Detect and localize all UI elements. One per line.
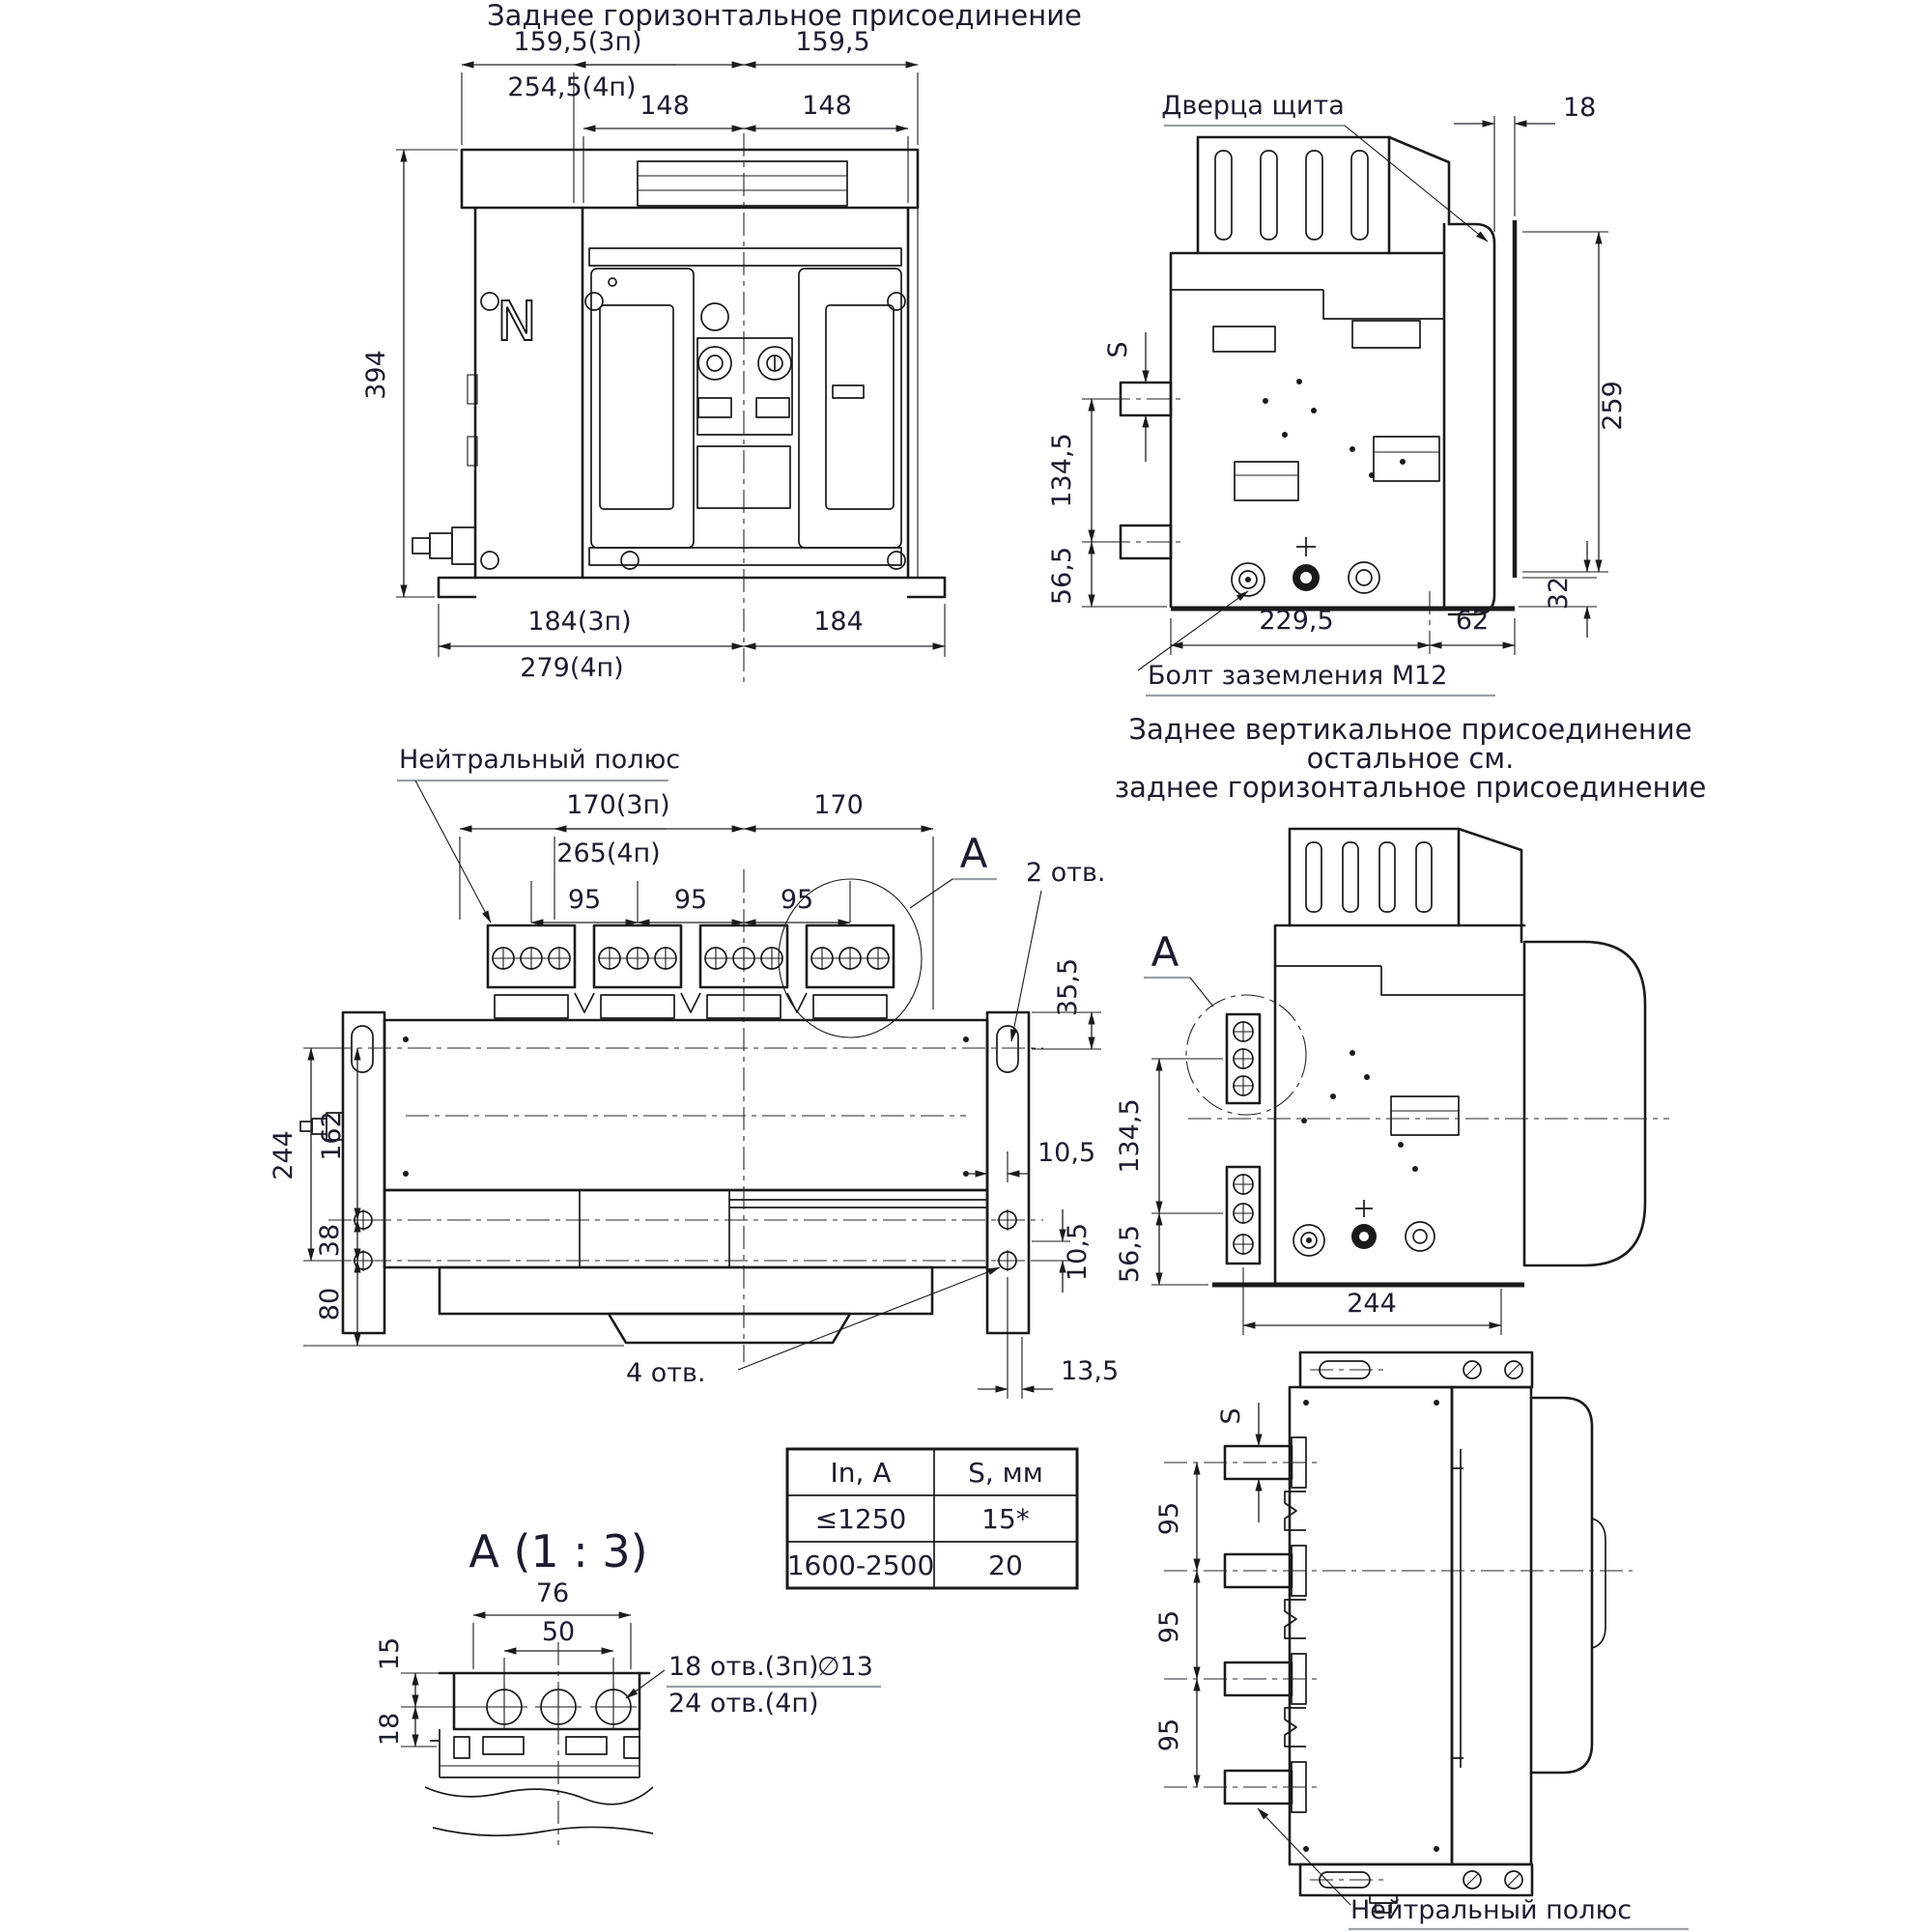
neutral-pole-marking: N — [497, 291, 537, 354]
dim-184-3p: 184(3п) — [527, 607, 632, 637]
side-view-vertical — [1115, 713, 1707, 1335]
dim-38: 38 — [315, 1223, 345, 1258]
dim-162: 162 — [317, 1111, 347, 1161]
dim-134-5-side2: 134,5 — [1115, 1098, 1145, 1174]
front-view-dimensions — [361, 27, 945, 683]
detail-a-circle-side2 — [1186, 995, 1306, 1115]
dim-18-detail: 18 — [375, 1712, 405, 1747]
front-ground-bolt — [412, 527, 475, 564]
bottomview-dimensions — [1154, 1403, 1689, 1929]
dim-13-5: 13,5 — [1061, 1356, 1120, 1386]
side1-holes — [1263, 379, 1406, 478]
holes-18-label: 18 отв.(3п) — [668, 1652, 819, 1682]
topview-body — [384, 1020, 987, 1190]
topview-tongue — [609, 1314, 850, 1343]
dim-18-door: 18 — [1563, 93, 1597, 123]
table-cell-1-1: 20 — [988, 1549, 1023, 1581]
view-a-label-side2: А — [1151, 928, 1179, 976]
holes-24-label: 24 отв.(4п) — [668, 1689, 819, 1719]
bottomview-top-bracket — [1300, 1352, 1532, 1387]
dim-s-side1: S — [1103, 341, 1133, 358]
panel-door-label: Дверца щита — [1161, 91, 1345, 121]
dim-95-b3: 95 — [1154, 1718, 1184, 1752]
neutral-pole-label-bottom: Нейтральный полюс — [1350, 1895, 1633, 1925]
holes-4-label: 4 отв. — [626, 1358, 706, 1388]
title-rear-vertical-2: остальное см. — [1306, 742, 1515, 775]
side2-terminals — [1186, 995, 1306, 1264]
mounting-rails — [343, 1012, 1029, 1333]
title-rear-vertical-3: заднее горизонтальное присоединение — [1114, 771, 1707, 804]
dim-80: 80 — [315, 1287, 345, 1321]
dim-159-5: 159,5 — [795, 27, 870, 57]
bottomview-body — [1290, 1387, 1452, 1864]
dim-170: 170 — [813, 790, 864, 820]
dim-10-5-top: 10,5 — [1037, 1138, 1096, 1168]
holes-dia-label: ∅13 — [817, 1652, 873, 1682]
holes-2-label: 2 отв. — [1026, 858, 1106, 888]
ground-bolt-label: Болт заземления М12 — [1148, 661, 1448, 691]
dim-244-topview: 244 — [269, 1130, 298, 1180]
title-rear-horizontal: Заднее горизонтальное присоединение — [487, 0, 1082, 32]
side-view-horizontal — [1047, 91, 1628, 696]
side2-bolts — [1293, 1200, 1435, 1256]
dim-35-5: 35,5 — [1053, 957, 1083, 1017]
current-thickness-table — [787, 1449, 1077, 1588]
dim-134-5-side1: 134,5 — [1047, 433, 1077, 508]
terminal-screws — [493, 948, 889, 969]
topview-bottom-plate — [440, 1267, 932, 1314]
side2-front-face — [1524, 942, 1645, 1265]
top-view — [269, 745, 1119, 1399]
dim-265-4p: 265(4п) — [556, 838, 661, 868]
front-feet — [439, 578, 945, 597]
arc-chute-2 — [1290, 829, 1459, 925]
dim-56-5-side2: 56,5 — [1115, 1224, 1145, 1284]
table-header-in: In, A — [830, 1457, 892, 1489]
dim-76: 76 — [535, 1578, 570, 1608]
table-cell-1-0: 1600-2500 — [786, 1549, 935, 1581]
view-a-label-topview: А — [959, 830, 988, 877]
dim-56-5-side1: 56,5 — [1047, 546, 1077, 606]
dim-s-bottomview: S — [1216, 1407, 1246, 1425]
front-face-panels — [589, 248, 901, 565]
dim-259: 259 — [1598, 381, 1628, 431]
dim-95-b1: 95 — [1154, 1501, 1184, 1536]
side2-dimensions — [1115, 928, 1501, 1335]
dim-148-left: 148 — [639, 91, 690, 121]
dim-254-5-4p: 254,5(4п) — [507, 72, 637, 102]
dim-95-3: 95 — [780, 885, 814, 915]
dim-148-right: 148 — [802, 91, 852, 121]
dim-10-5-bottom: 10,5 — [1063, 1222, 1093, 1282]
dim-184: 184 — [813, 607, 864, 637]
table-cell-0-1: 15* — [981, 1503, 1030, 1535]
dim-62: 62 — [1455, 606, 1490, 636]
side1-body — [1171, 224, 1444, 607]
neutral-pole-label-top: Нейтральный полюс — [399, 745, 681, 775]
topview-dimensions — [269, 745, 1119, 1399]
dim-244-side2: 244 — [1347, 1289, 1397, 1319]
dim-15: 15 — [375, 1636, 405, 1671]
dim-95-2: 95 — [673, 885, 708, 915]
dim-95-b2: 95 — [1154, 1609, 1184, 1644]
table-cell-0-0: ≤1250 — [814, 1503, 907, 1535]
front-view — [361, 27, 945, 683]
terminal-blocks — [488, 925, 894, 1018]
ground-bolt-group — [1232, 537, 1379, 596]
detail-a-title: А (1 : 3) — [469, 1525, 648, 1577]
dim-394: 394 — [361, 350, 391, 400]
table-header-s: S, мм — [968, 1457, 1043, 1489]
dim-32: 32 — [1544, 576, 1574, 611]
dim-159-5-3p: 159,5(3п) — [513, 27, 642, 57]
arc-chute — [1198, 137, 1389, 253]
dim-95-1: 95 — [567, 885, 602, 915]
front-body-outline — [475, 208, 908, 578]
dim-50: 50 — [541, 1617, 576, 1647]
bottom-view — [1154, 1352, 1689, 1929]
dim-229-5: 229,5 — [1259, 606, 1334, 636]
bottomview-front-face — [1531, 1398, 1592, 1773]
side1-front-face — [1449, 224, 1494, 614]
title-rear-vertical-1: Заднее вертикальное присоединение — [1128, 713, 1692, 746]
side1-dimensions — [1047, 91, 1628, 696]
dim-279-4p: 279(4п) — [520, 653, 624, 683]
dim-170-3p: 170(3п) — [566, 790, 670, 820]
side2-body — [1275, 925, 1524, 1285]
front-handle — [638, 161, 847, 206]
bottomview-lugs — [1164, 1437, 1633, 1812]
front-top-plate — [462, 150, 918, 208]
